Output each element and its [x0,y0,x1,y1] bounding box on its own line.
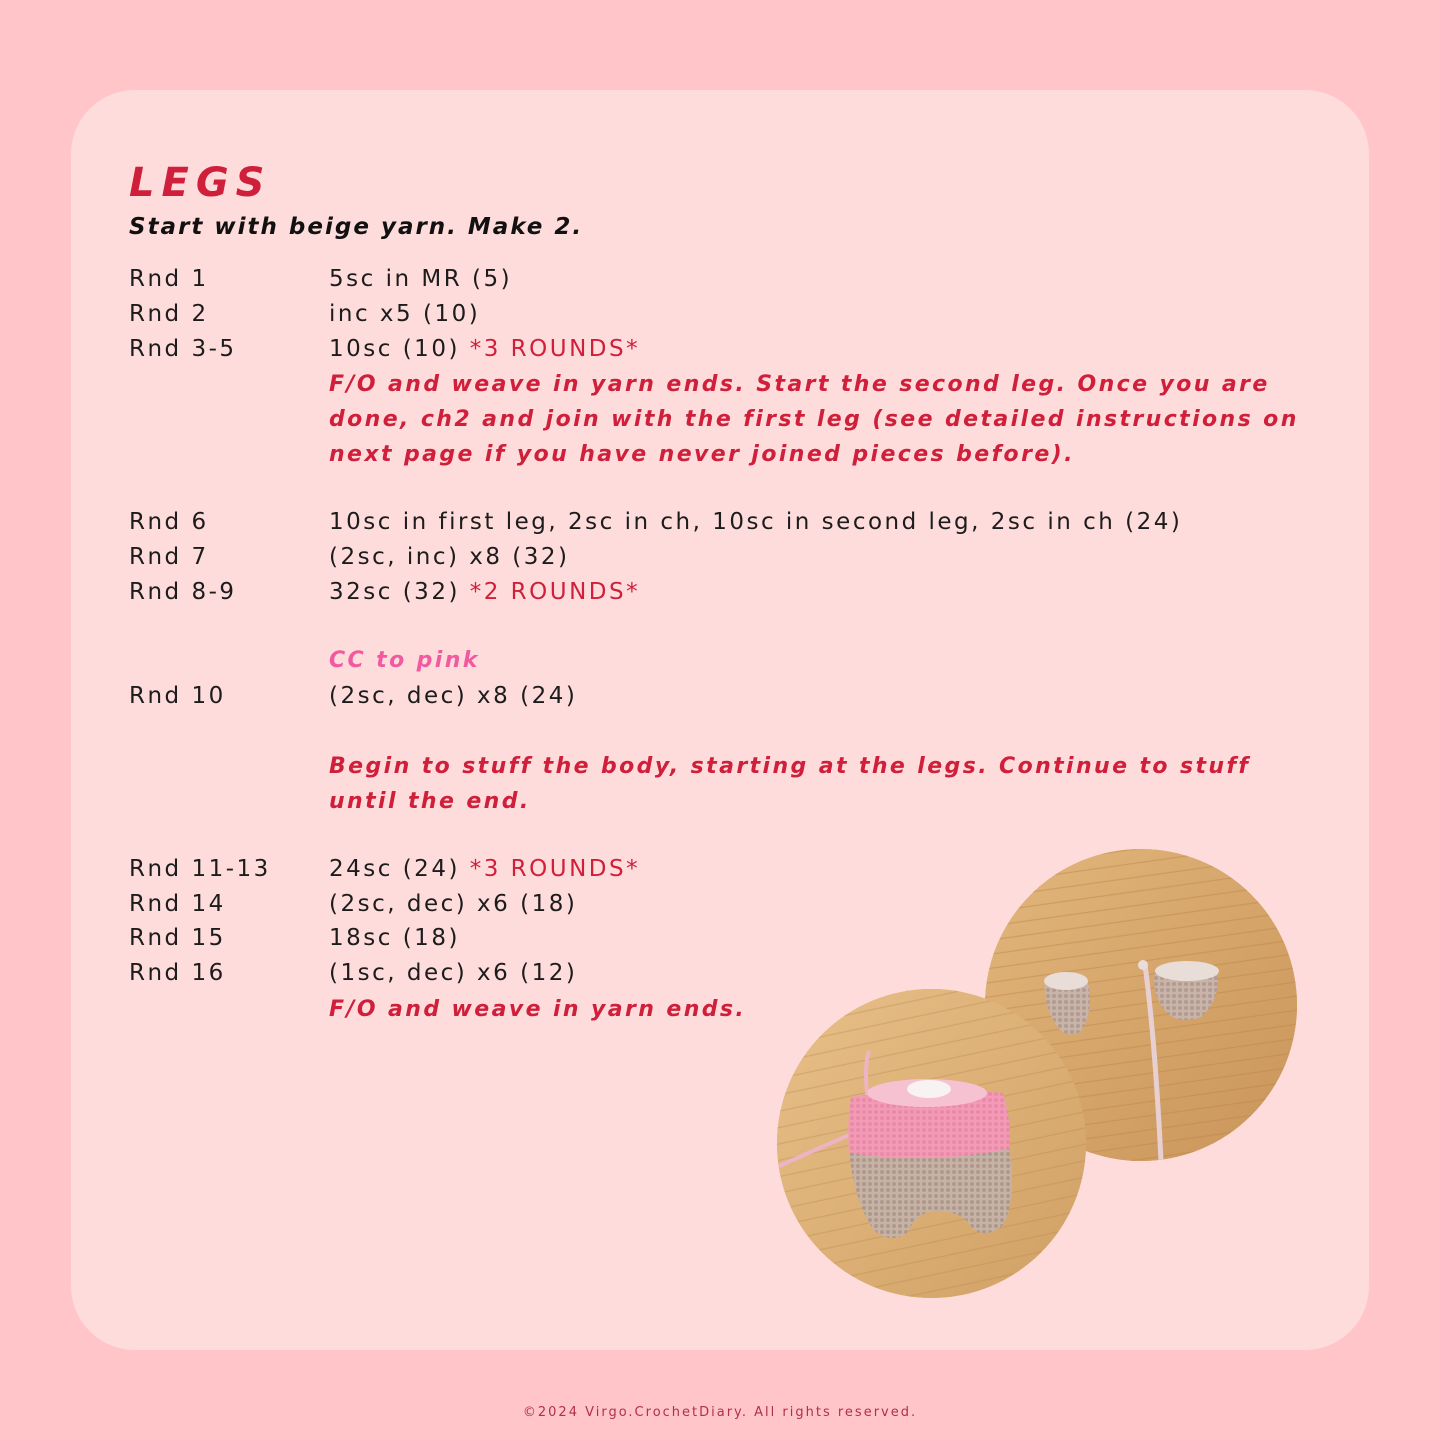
round-instruction: 24sc (24) [329,856,460,882]
round-instruction-line [329,579,640,605]
rounds-tag: *2 ROUNDS* [469,579,641,605]
round-instruction-line [329,856,640,882]
round-label: Rnd 1 [129,266,209,292]
round-instruction: 10sc (10) [329,336,460,362]
round-label: Rnd 16 [129,960,226,986]
round-instruction: inc x5 (10) [329,301,481,327]
round-instruction: (1sc, dec) x6 (12) [329,960,578,986]
round-instruction: (2sc, inc) x8 (32) [329,544,570,570]
join-legs-note: F/O and weave in yarn ends. Start the second leg. Once you are done, ch2 and join with the first leg (see detailed instructions on next page if you have never joined pieces before). [329,372,1299,467]
page-title: LEGS [129,160,272,206]
round-instruction: 18sc (18) [329,925,460,951]
round-instruction: (2sc, dec) x6 (18) [329,891,578,917]
round-label: Rnd 10 [129,683,226,709]
content-card [71,90,1369,1350]
round-label: Rnd 7 [129,544,209,570]
round-label: Rnd 15 [129,925,226,951]
round-instruction: 5sc in MR (5) [329,266,513,292]
page-subtitle: Start with beige yarn. Make 2. [129,214,584,240]
rounds-tag: *3 ROUNDS* [469,336,641,362]
round-label: Rnd 14 [129,891,226,917]
round-label: Rnd 3-5 [129,336,237,362]
round-label: Rnd 2 [129,301,209,327]
round-label: Rnd 11-13 [129,856,271,882]
rounds-tag: *3 ROUNDS* [469,856,641,882]
round-label: Rnd 6 [129,509,209,535]
round-instruction: 32sc (32) [329,579,460,605]
copyright-footer: ©2024 Virgo.CrochetDiary. All rights reserved. [522,1405,918,1420]
round-instruction-line [329,336,640,362]
stuffing-note: Begin to stuff the body, starting at the legs. Continue to stuff until the end. [329,754,1251,814]
finish-note: F/O and weave in yarn ends. [329,997,747,1022]
crochet-body-photo [777,989,1086,1298]
round-instruction: 10sc in first leg, 2sc in ch, 10sc in second leg, 2sc in ch (24) [329,509,1183,535]
round-instruction: (2sc, dec) x8 (24) [329,683,578,709]
color-change-note: CC to pink [329,648,480,673]
round-label: Rnd 8-9 [129,579,237,605]
